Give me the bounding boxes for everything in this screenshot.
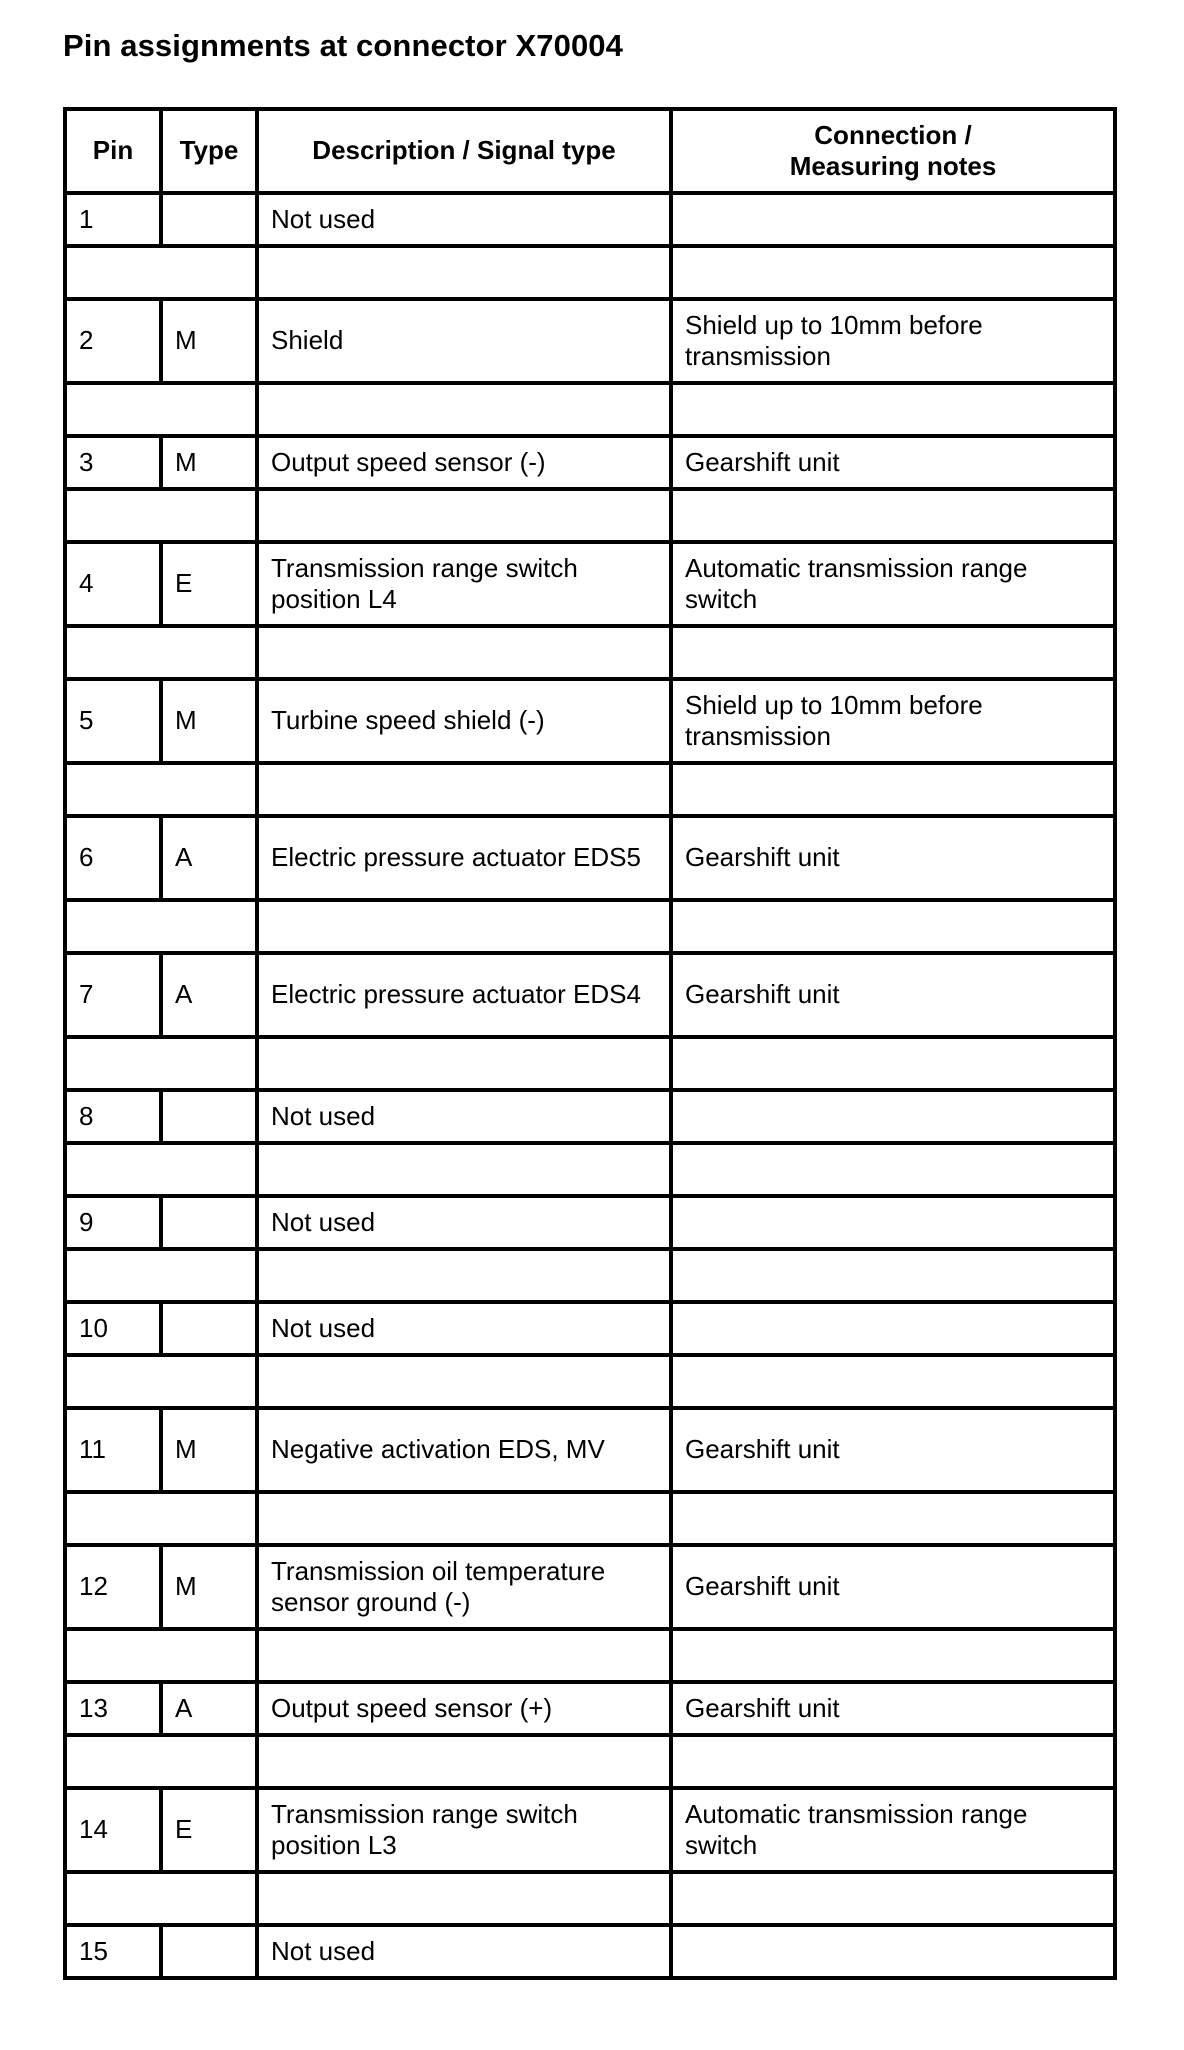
connection-cell: Gearshift unit xyxy=(671,1408,1115,1492)
type-cell xyxy=(161,1196,257,1249)
description-cell: Electric pressure actuator EDS5 xyxy=(257,816,671,900)
spacer-cell xyxy=(671,1249,1115,1302)
pin-cell: 7 xyxy=(65,953,161,1037)
connection-cell xyxy=(671,1925,1115,1978)
description-cell: Not used xyxy=(257,193,671,246)
spacer-cell xyxy=(65,1249,257,1302)
spacer-row xyxy=(65,1492,1115,1545)
connection-cell: Gearshift unit xyxy=(671,1682,1115,1735)
connection-cell xyxy=(671,1302,1115,1355)
table-row xyxy=(65,1196,1115,1249)
spacer-cell xyxy=(65,1872,257,1925)
page-title: Pin assignments at connector X70004 xyxy=(63,28,623,63)
pin-cell: 2 xyxy=(65,299,161,383)
spacer-row xyxy=(65,626,1115,679)
pin-cell: 5 xyxy=(65,679,161,763)
spacer-row xyxy=(65,489,1115,542)
type-cell: A xyxy=(161,1682,257,1735)
spacer-cell xyxy=(671,1872,1115,1925)
spacer-cell xyxy=(257,1037,671,1090)
spacer-row xyxy=(65,1872,1115,1925)
description-cell: Negative activation EDS, MV xyxy=(257,1408,671,1492)
table-row xyxy=(65,542,1115,626)
pin-cell: 11 xyxy=(65,1408,161,1492)
description-cell: Output speed sensor (-) xyxy=(257,436,671,489)
spacer-cell xyxy=(671,1629,1115,1682)
pin-cell: 4 xyxy=(65,542,161,626)
description-cell: Shield xyxy=(257,299,671,383)
spacer-cell xyxy=(257,383,671,436)
spacer-cell xyxy=(65,1735,257,1788)
connection-cell xyxy=(671,193,1115,246)
spacer-cell xyxy=(671,1143,1115,1196)
type-cell: M xyxy=(161,436,257,489)
table-row xyxy=(65,953,1115,1037)
spacer-cell xyxy=(65,489,257,542)
table-row xyxy=(65,816,1115,900)
spacer-cell xyxy=(257,1249,671,1302)
spacer-cell xyxy=(257,900,671,953)
spacer-cell xyxy=(257,1492,671,1545)
type-cell: E xyxy=(161,542,257,626)
spacer-row xyxy=(65,1143,1115,1196)
spacer-row xyxy=(65,763,1115,816)
spacer-cell xyxy=(671,383,1115,436)
pin-cell: 12 xyxy=(65,1545,161,1629)
description-cell: Transmission range switch position L4 xyxy=(257,542,671,626)
description-cell: Turbine speed shield (-) xyxy=(257,679,671,763)
type-cell xyxy=(161,1302,257,1355)
type-cell: M xyxy=(161,1545,257,1629)
type-cell xyxy=(161,1090,257,1143)
spacer-cell xyxy=(257,1355,671,1408)
type-cell xyxy=(161,1925,257,1978)
connection-cell: Shield up to 10mm before transmission xyxy=(671,679,1115,763)
connection-cell: Automatic transmission range switch xyxy=(671,542,1115,626)
spacer-cell xyxy=(257,246,671,299)
header-connection-line2: Measuring notes xyxy=(789,151,997,181)
table-row xyxy=(65,679,1115,763)
spacer-cell xyxy=(257,1872,671,1925)
type-cell: M xyxy=(161,1408,257,1492)
table-row xyxy=(65,299,1115,383)
spacer-cell xyxy=(671,246,1115,299)
pin-cell: 6 xyxy=(65,816,161,900)
description-cell: Not used xyxy=(257,1302,671,1355)
spacer-row xyxy=(65,1735,1115,1788)
spacer-cell xyxy=(65,383,257,436)
spacer-cell xyxy=(257,626,671,679)
spacer-cell xyxy=(671,1492,1115,1545)
type-cell: A xyxy=(161,816,257,900)
connection-cell: Automatic transmission range switch xyxy=(671,1788,1115,1872)
pin-cell: 1 xyxy=(65,193,161,246)
spacer-row xyxy=(65,383,1115,436)
table-row xyxy=(65,193,1115,246)
spacer-cell xyxy=(65,763,257,816)
connection-cell xyxy=(671,1090,1115,1143)
table-row xyxy=(65,1788,1115,1872)
spacer-cell xyxy=(257,1143,671,1196)
type-cell xyxy=(161,193,257,246)
header-connection xyxy=(671,109,1115,193)
spacer-cell xyxy=(65,1629,257,1682)
pin-cell: 9 xyxy=(65,1196,161,1249)
description-cell: Transmission range switch position L3 xyxy=(257,1788,671,1872)
type-cell: A xyxy=(161,953,257,1037)
pin-cell: 14 xyxy=(65,1788,161,1872)
spacer-cell xyxy=(257,763,671,816)
connection-cell: Gearshift unit xyxy=(671,953,1115,1037)
spacer-cell xyxy=(671,1037,1115,1090)
table-header-row xyxy=(65,109,1115,193)
spacer-cell xyxy=(257,1735,671,1788)
table-row xyxy=(65,436,1115,489)
table-row xyxy=(65,1302,1115,1355)
spacer-cell xyxy=(65,246,257,299)
spacer-cell xyxy=(65,1143,257,1196)
type-cell: M xyxy=(161,299,257,383)
connection-cell: Gearshift unit xyxy=(671,1545,1115,1629)
spacer-cell xyxy=(671,1355,1115,1408)
table-row xyxy=(65,1925,1115,1978)
table-row xyxy=(65,1090,1115,1143)
spacer-cell xyxy=(671,900,1115,953)
description-cell: Output speed sensor (+) xyxy=(257,1682,671,1735)
spacer-cell xyxy=(65,1355,257,1408)
spacer-cell xyxy=(671,1735,1115,1788)
type-cell: E xyxy=(161,1788,257,1872)
description-cell: Not used xyxy=(257,1925,671,1978)
table-row xyxy=(65,1682,1115,1735)
header-description: Description / Signal type xyxy=(257,109,671,193)
spacer-row xyxy=(65,1355,1115,1408)
spacer-cell xyxy=(65,1037,257,1090)
spacer-row xyxy=(65,1249,1115,1302)
table-row xyxy=(65,1545,1115,1629)
header-connection-line1: Connection / xyxy=(814,119,972,150)
spacer-cell xyxy=(257,1629,671,1682)
pin-assignment-table xyxy=(63,107,1117,1980)
pin-cell: 13 xyxy=(65,1682,161,1735)
spacer-cell xyxy=(65,626,257,679)
description-cell: Not used xyxy=(257,1090,671,1143)
description-cell: Transmission oil temperature sensor ground (-) xyxy=(257,1545,671,1629)
spacer-row xyxy=(65,246,1115,299)
connection-cell xyxy=(671,1196,1115,1249)
connection-cell: Gearshift unit xyxy=(671,816,1115,900)
connection-cell: Gearshift unit xyxy=(671,436,1115,489)
spacer-cell xyxy=(65,900,257,953)
spacer-cell xyxy=(257,489,671,542)
spacer-cell xyxy=(671,489,1115,542)
pin-cell: 8 xyxy=(65,1090,161,1143)
spacer-cell xyxy=(671,626,1115,679)
spacer-cell xyxy=(65,1492,257,1545)
header-type: Type xyxy=(161,109,257,193)
pin-cell: 10 xyxy=(65,1302,161,1355)
description-cell: Electric pressure actuator EDS4 xyxy=(257,953,671,1037)
header-pin: Pin xyxy=(65,109,161,193)
table-row xyxy=(65,1408,1115,1492)
connection-cell: Shield up to 10mm before transmission xyxy=(671,299,1115,383)
pin-cell: 3 xyxy=(65,436,161,489)
type-cell: M xyxy=(161,679,257,763)
spacer-row xyxy=(65,1037,1115,1090)
description-cell: Not used xyxy=(257,1196,671,1249)
pin-cell: 15 xyxy=(65,1925,161,1978)
spacer-row xyxy=(65,900,1115,953)
spacer-cell xyxy=(671,763,1115,816)
spacer-row xyxy=(65,1629,1115,1682)
